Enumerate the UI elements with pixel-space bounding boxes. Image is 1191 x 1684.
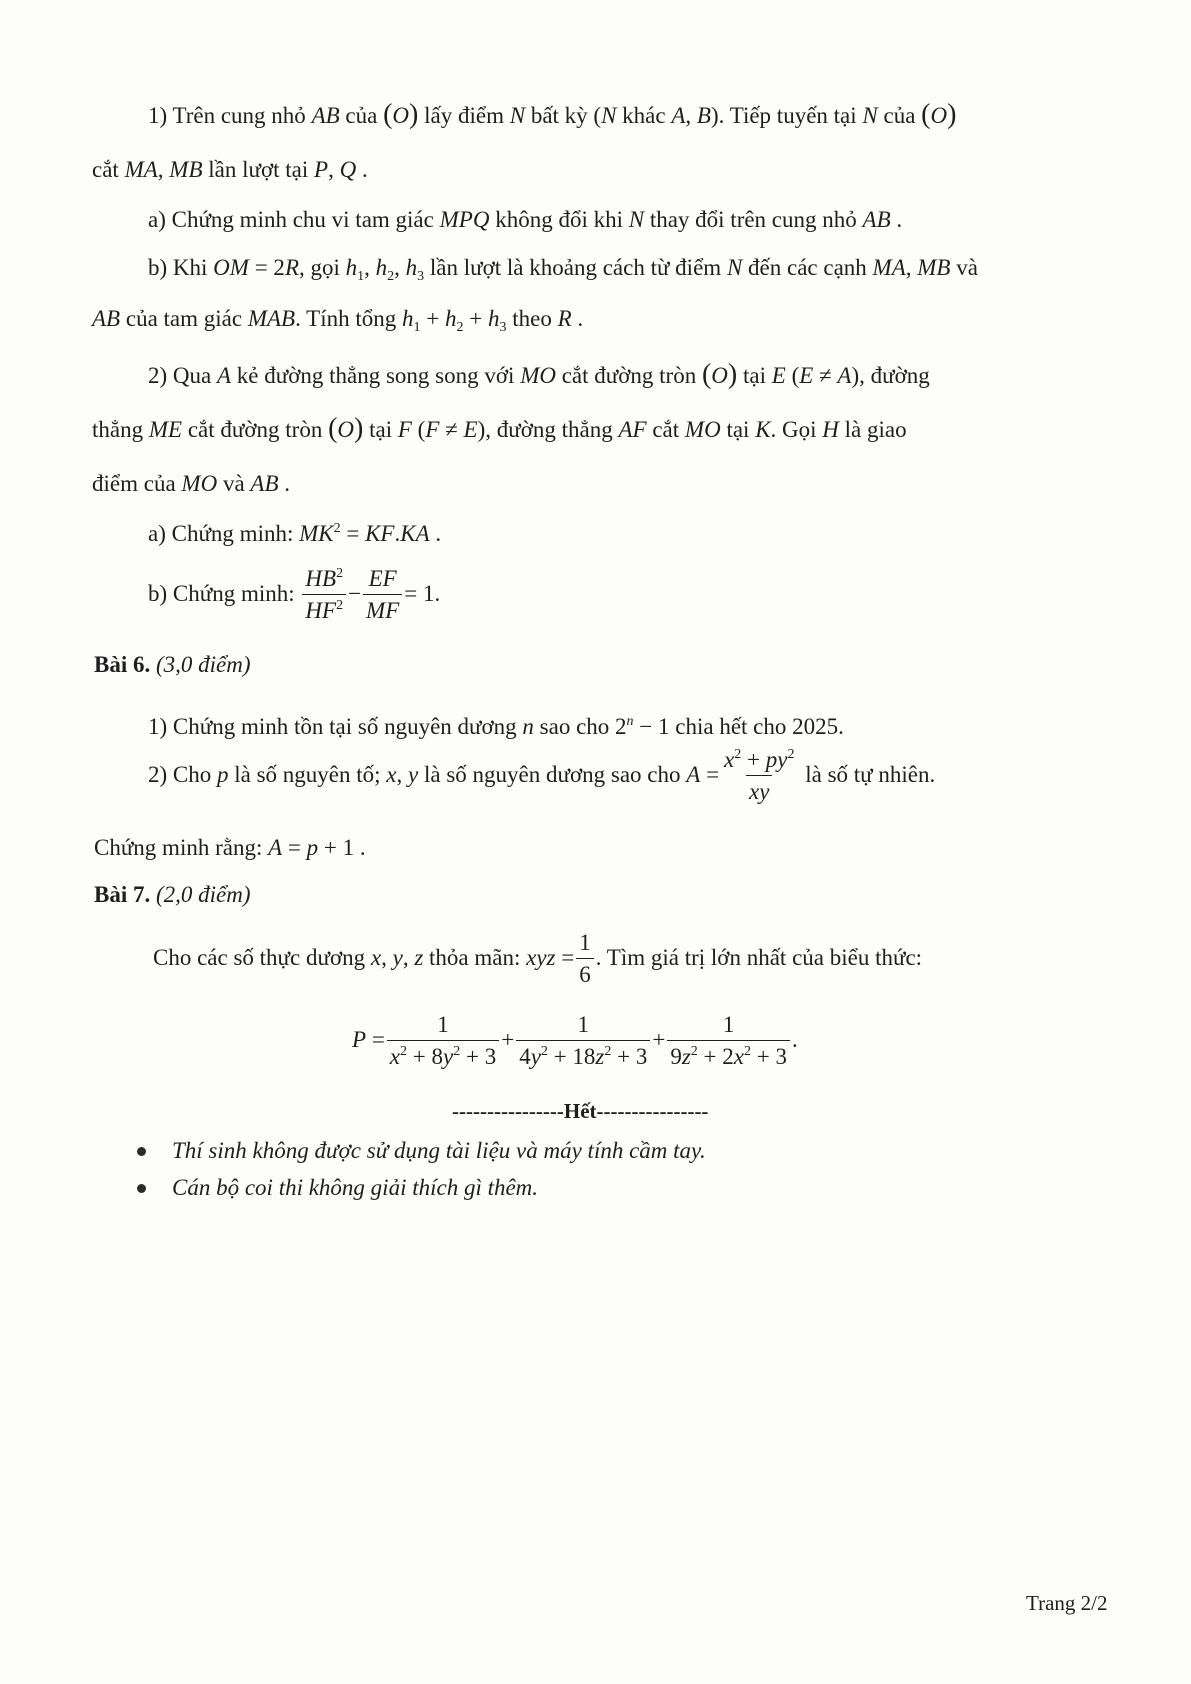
p5-item2a: a) Chứng minh: $MK^2 = KF.KA$ . [148,521,442,546]
bai7-heading: Bài 7. (2,0 điểm) [94,882,251,907]
fraction-term3: $\frac{1}{9z^2 + 2x^2 + 3}$ [667,1010,790,1073]
page-number: Trang 2/2 [1026,1591,1108,1615]
fraction-a-definition: $\frac{x^2 + py^2}{xy}$ [721,745,797,808]
bullet-icon [137,1184,146,1193]
note-2: Cán bộ coi thi không giải thích gì thêm. [172,1175,539,1200]
bai6-q2: 2) Cho p là số nguyên tố; x, y là số nguyên dương sao cho A = $\frac{x^2 + py^2}{xy}$ là số tự nhiên. [148,745,935,808]
fraction-term2: $\frac{1}{4y^2 + 18z^2 + 3}$ [516,1010,650,1073]
p5-item1-line2: cắt MA, MB lần lượt tại P, Q . [92,157,368,182]
bullet-icon [137,1147,146,1156]
bai7-intro: Cho các số thực dương x, y, z thỏa mãn: xyz = $\frac{1}{6}$ . Tìm giá trị lớn nhất của biểu thức: [153,928,922,991]
p5-item1-line1: 1) Trên cung nhỏ AB của (O) lấy điểm N bất kỳ (N khác A, B). Tiếp tuyến tại N của (O) [148,99,957,130]
p5-item1a: a) Chứng minh chu vi tam giác MPQ không đổi khi N thay đổi trên cung nhỏ AB . [148,207,903,232]
bai7-expression-p: P = $\frac{1}{x^2 + 8y^2 + 3}$ + $\frac{1}{4y^2 + 18z^2 + 3}$ + $\frac{1}{9z^2 + 2x^2 + 3}$ . [352,1010,798,1073]
fraction-one-sixth: $\frac{1}{6}$ [576,928,594,991]
fraction-ef-mf: $\frac{EF}{MF}$ [363,564,402,627]
bai6-q2-line2: Chứng minh rằng: A = p + 1 . [94,835,366,860]
p5-item2-line3: điểm của MO và AB . [92,471,291,496]
fraction-hb2-hf2: $\frac{HB^2}{HF^2}$ [302,564,346,627]
p5-item2-line1: 2) Qua A kẻ đường thẳng song song với MO cắt đường tròn (O) tại E (E ≠ A), đường [148,359,930,390]
bai6-heading: Bài 6. (3,0 điểm) [94,652,251,677]
p5-item2-line2: thẳng ME cắt đường tròn (O) tại F (F ≠ E), đường thẳng AF cắt MO tại K. Gọi H là giao [92,413,907,444]
p5-item1b-line1: b) Khi OM = 2R, gọi $h_1$, $h_2$, $h_3$ lần lượt là khoảng cách từ điểm N đến các cạnh MA, MB và [148,255,978,284]
note-1: Thí sinh không được sử dụng tài liệu và máy tính cầm tay. [172,1138,706,1163]
p5-item2b: b) Chứng minh: $\frac{HB^2}{HF^2}$ − $\frac{EF}{MF}$ = 1. [148,564,440,627]
end-marker: ----------------Hết---------------- [452,1099,709,1123]
bai6-q1: 1) Chứng minh tồn tại số nguyên dương n sao cho $2^n - 1$ chia hết cho 2025. [148,714,844,739]
fraction-term1: $\frac{1}{x^2 + 8y^2 + 3}$ [387,1010,499,1073]
p5-item1b-line2: AB của tam giác MAB. Tính tổng $h_1 + h_2 + h_3$ theo R . [92,306,584,335]
